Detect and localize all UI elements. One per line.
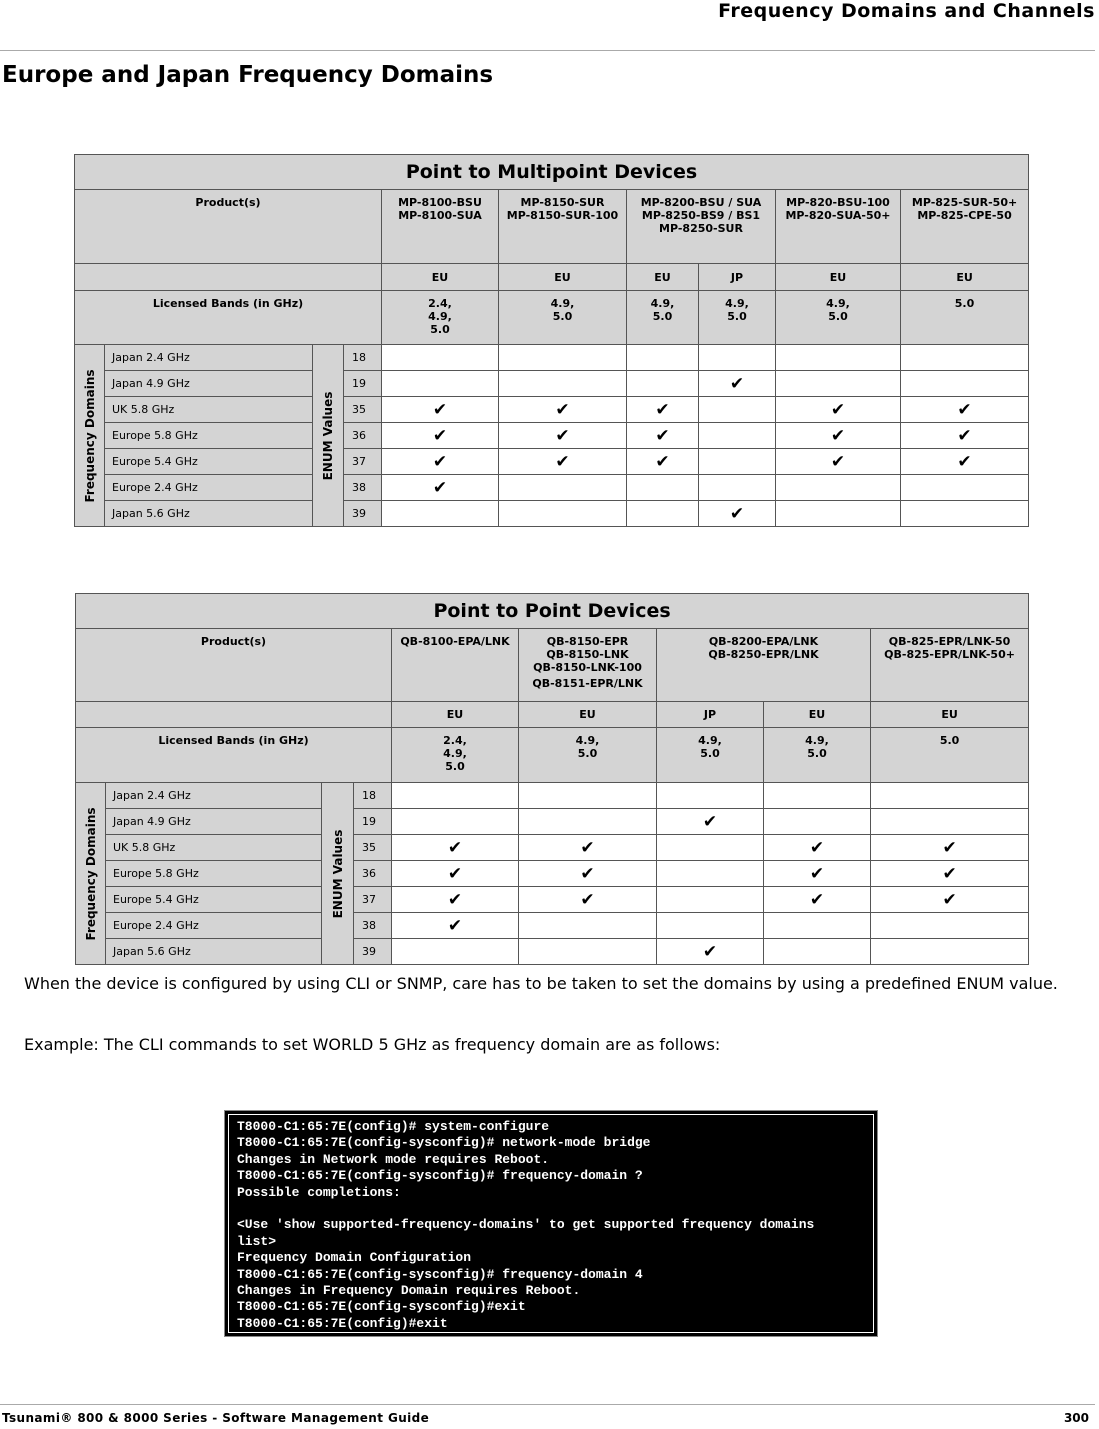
empty-cell: [499, 371, 627, 397]
pmp-region: JP: [699, 264, 776, 291]
table-row: [76, 913, 1029, 939]
domain-name: Japan 4.9 GHz: [106, 809, 322, 835]
table-row: [76, 783, 1029, 809]
header-rule: [0, 50, 1095, 51]
ptp-region: EU: [871, 702, 1029, 728]
empty-cell: [776, 501, 901, 527]
table-row: [76, 861, 1029, 887]
pmp-product: MP-820-BSU-100 MP-820-SUA-50+: [776, 190, 901, 264]
pmp-region-blank: [75, 264, 382, 291]
domain-name: Japan 5.6 GHz: [105, 501, 313, 527]
empty-cell: [901, 371, 1029, 397]
check-icon: ✔: [699, 501, 776, 527]
code-line: T8000-C1:65:7E(config-sysconfig)# frequency-domain 4: [237, 1266, 643, 1282]
pmp-product: MP-8100-BSU MP-8100-SUA: [382, 190, 499, 264]
pmp-product: MP-8150-SUR MP-8150-SUR-100: [499, 190, 627, 264]
code-line: [237, 1201, 865, 1217]
domain-name: Europe 5.8 GHz: [106, 861, 322, 887]
pmp-region: EU: [901, 264, 1029, 291]
ptp-enum-values-label: ENUM Values: [322, 783, 354, 965]
pmp-product: MP-8200-BSU / SUA MP-8250-BS9 / BS1 MP-8250-SUR: [627, 190, 776, 264]
table-row: [75, 371, 1029, 397]
check-icon: ✔: [627, 423, 699, 449]
enum-value: 37: [344, 449, 382, 475]
ptp-products-label: Product(s): [76, 629, 392, 702]
code-line: T8000-C1:65:7E(config-sysconfig)#exit: [237, 1299, 526, 1315]
check-icon: ✔: [657, 939, 764, 965]
domain-name: Japan 4.9 GHz: [105, 371, 313, 397]
pmp-table: [74, 154, 1029, 527]
check-icon: ✔: [392, 861, 519, 887]
ptp-region: EU: [519, 702, 657, 728]
pmp-bands-label: Licensed Bands (in GHz): [75, 291, 382, 345]
check-icon: ✔: [382, 397, 499, 423]
domain-name: UK 5.8 GHz: [105, 397, 313, 423]
pmp-freq-domains-label: Frequency Domains: [75, 345, 105, 527]
check-icon: ✔: [901, 449, 1029, 475]
empty-cell: [382, 501, 499, 527]
empty-cell: [519, 939, 657, 965]
empty-cell: [392, 809, 519, 835]
empty-cell: [764, 913, 871, 939]
enum-value: 36: [344, 423, 382, 449]
code-line: list>: [237, 1233, 277, 1249]
table-row: [76, 939, 1029, 965]
code-line: T8000-C1:65:7E(config-sysconfig)# network-mode bridge: [237, 1135, 651, 1151]
empty-cell: [776, 371, 901, 397]
table-row: [75, 475, 1029, 501]
ptp-product: QB-825-EPR/LNK-50 QB-825-EPR/LNK-50+: [871, 629, 1029, 702]
empty-cell: [776, 345, 901, 371]
table-row: [75, 345, 1029, 371]
table-row: [76, 835, 1029, 861]
check-icon: ✔: [871, 861, 1029, 887]
empty-cell: [382, 371, 499, 397]
check-icon: ✔: [871, 887, 1029, 913]
check-icon: ✔: [382, 449, 499, 475]
enum-value: 38: [354, 913, 392, 939]
empty-cell: [699, 345, 776, 371]
check-icon: ✔: [657, 809, 764, 835]
code-line: Changes in Frequency Domain requires Reboot.: [237, 1283, 581, 1299]
check-icon: ✔: [627, 449, 699, 475]
ptp-band: 5.0: [871, 728, 1029, 783]
page-header-title: Frequency Domains and Channels: [718, 0, 1095, 22]
empty-cell: [657, 861, 764, 887]
empty-cell: [699, 475, 776, 501]
code-line: Frequency Domain Configuration: [237, 1250, 472, 1266]
ptp-region: JP: [657, 702, 764, 728]
body-paragraph: Example: The CLI commands to set WORLD 5 GHz as frequency domain are as follows:: [24, 1035, 721, 1054]
page-number: 300: [1063, 1411, 1089, 1425]
check-icon: ✔: [519, 861, 657, 887]
domain-name: Europe 2.4 GHz: [106, 913, 322, 939]
check-icon: ✔: [382, 475, 499, 501]
check-icon: ✔: [392, 887, 519, 913]
body-paragraph: When the device is configured by using CLI or SNMP, care has to be taken to set the domains by using a predefined ENUM value.: [24, 974, 1058, 993]
empty-cell: [901, 475, 1029, 501]
check-icon: ✔: [764, 887, 871, 913]
empty-cell: [519, 809, 657, 835]
empty-cell: [519, 783, 657, 809]
empty-cell: [392, 939, 519, 965]
ptp-product: QB-8200-EPA/LNK QB-8250-EPR/LNK: [657, 629, 871, 702]
ptp-band: 2.4, 4.9, 5.0: [392, 728, 519, 783]
enum-value: 18: [354, 783, 392, 809]
ptp-table: [75, 593, 1029, 965]
empty-cell: [657, 835, 764, 861]
check-icon: ✔: [764, 861, 871, 887]
check-icon: ✔: [519, 835, 657, 861]
check-icon: ✔: [871, 835, 1029, 861]
ptp-region: EU: [764, 702, 871, 728]
empty-cell: [871, 939, 1029, 965]
empty-cell: [627, 475, 699, 501]
code-line: T8000-C1:65:7E(config)#exit: [237, 1315, 448, 1331]
code-line: Changes in Network mode requires Reboot.: [237, 1151, 550, 1167]
empty-cell: [764, 783, 871, 809]
pmp-band: 2.4, 4.9, 5.0: [382, 291, 499, 345]
ptp-freq-domains-label: Frequency Domains: [76, 783, 106, 965]
check-icon: ✔: [382, 423, 499, 449]
empty-cell: [657, 783, 764, 809]
pmp-enum-values-label: ENUM Values: [313, 345, 344, 527]
empty-cell: [764, 939, 871, 965]
check-icon: ✔: [499, 449, 627, 475]
table-row: [75, 449, 1029, 475]
empty-cell: [699, 449, 776, 475]
check-icon: ✔: [392, 835, 519, 861]
code-line: Possible completions:: [237, 1184, 401, 1200]
check-icon: ✔: [901, 397, 1029, 423]
pmp-region: EU: [499, 264, 627, 291]
cli-code-block: [224, 1110, 878, 1337]
ptp-region-blank: [76, 702, 392, 728]
empty-cell: [657, 887, 764, 913]
enum-value: 19: [344, 371, 382, 397]
domain-name: Japan 5.6 GHz: [106, 939, 322, 965]
empty-cell: [764, 809, 871, 835]
empty-cell: [627, 345, 699, 371]
table-row: [75, 423, 1029, 449]
ptp-product: QB-8150-EPR QB-8150-LNK QB-8150-LNK-100 QB-8151-EPR/LNK: [519, 629, 657, 702]
enum-value: 35: [344, 397, 382, 423]
empty-cell: [871, 809, 1029, 835]
empty-cell: [901, 345, 1029, 371]
table-row: [76, 809, 1029, 835]
pmp-band: 4.9, 5.0: [499, 291, 627, 345]
check-icon: ✔: [392, 913, 519, 939]
check-icon: ✔: [627, 397, 699, 423]
empty-cell: [657, 913, 764, 939]
pmp-product: MP-825-SUR-50+ MP-825-CPE-50: [901, 190, 1029, 264]
ptp-band: 4.9, 5.0: [657, 728, 764, 783]
check-icon: ✔: [776, 449, 901, 475]
check-icon: ✔: [901, 423, 1029, 449]
check-icon: ✔: [699, 371, 776, 397]
section-title: Europe and Japan Frequency Domains: [2, 62, 494, 88]
pmp-title: Point to Multipoint Devices: [75, 155, 1029, 190]
check-icon: ✔: [776, 423, 901, 449]
check-icon: ✔: [764, 835, 871, 861]
pmp-region: EU: [776, 264, 901, 291]
footer-rule: [0, 1404, 1095, 1405]
table-row: [75, 397, 1029, 423]
ptp-region: EU: [392, 702, 519, 728]
empty-cell: [627, 371, 699, 397]
empty-cell: [499, 501, 627, 527]
enum-value: 36: [354, 861, 392, 887]
footer-title: Tsunami® 800 & 8000 Series - Software Management Guide: [2, 1411, 430, 1425]
enum-value: 37: [354, 887, 392, 913]
code-line: <Use 'show supported-frequency-domains' to get supported frequency domains: [237, 1217, 815, 1233]
domain-name: Europe 5.4 GHz: [105, 449, 313, 475]
table-row: [76, 887, 1029, 913]
domain-name: Europe 2.4 GHz: [105, 475, 313, 501]
empty-cell: [519, 913, 657, 939]
pmp-band: 4.9, 5.0: [776, 291, 901, 345]
empty-cell: [776, 475, 901, 501]
code-line: T8000-C1:65:7E(config)# system-configure: [237, 1119, 550, 1134]
domain-name: Europe 5.4 GHz: [106, 887, 322, 913]
empty-cell: [392, 783, 519, 809]
empty-cell: [699, 397, 776, 423]
domain-name: Europe 5.8 GHz: [105, 423, 313, 449]
domain-name: UK 5.8 GHz: [106, 835, 322, 861]
table-row: [75, 501, 1029, 527]
domain-name: Japan 2.4 GHz: [105, 345, 313, 371]
ptp-bands-label: Licensed Bands (in GHz): [76, 728, 392, 783]
enum-value: 38: [344, 475, 382, 501]
pmp-region: EU: [627, 264, 699, 291]
enum-value: 35: [354, 835, 392, 861]
empty-cell: [871, 783, 1029, 809]
empty-cell: [627, 501, 699, 527]
ptp-title: Point to Point Devices: [76, 594, 1029, 629]
empty-cell: [499, 475, 627, 501]
enum-value: 19: [354, 809, 392, 835]
empty-cell: [699, 423, 776, 449]
domain-name: Japan 2.4 GHz: [106, 783, 322, 809]
empty-cell: [499, 345, 627, 371]
pmp-region: EU: [382, 264, 499, 291]
check-icon: ✔: [776, 397, 901, 423]
enum-value: 39: [354, 939, 392, 965]
ptp-product: QB-8100-EPA/LNK: [392, 629, 519, 702]
check-icon: ✔: [499, 397, 627, 423]
ptp-band: 4.9, 5.0: [519, 728, 657, 783]
empty-cell: [901, 501, 1029, 527]
code-line: T8000-C1:65:7E(config-sysconfig)# frequency-domain ?: [237, 1168, 643, 1184]
enum-value: 18: [344, 345, 382, 371]
check-icon: ✔: [499, 423, 627, 449]
pmp-band: 4.9, 5.0: [699, 291, 776, 345]
check-icon: ✔: [519, 887, 657, 913]
pmp-products-label: Product(s): [75, 190, 382, 264]
ptp-band: 4.9, 5.0: [764, 728, 871, 783]
empty-cell: [871, 913, 1029, 939]
pmp-band: 4.9, 5.0: [627, 291, 699, 345]
empty-cell: [382, 345, 499, 371]
enum-value: 39: [344, 501, 382, 527]
pmp-band: 5.0: [901, 291, 1029, 345]
